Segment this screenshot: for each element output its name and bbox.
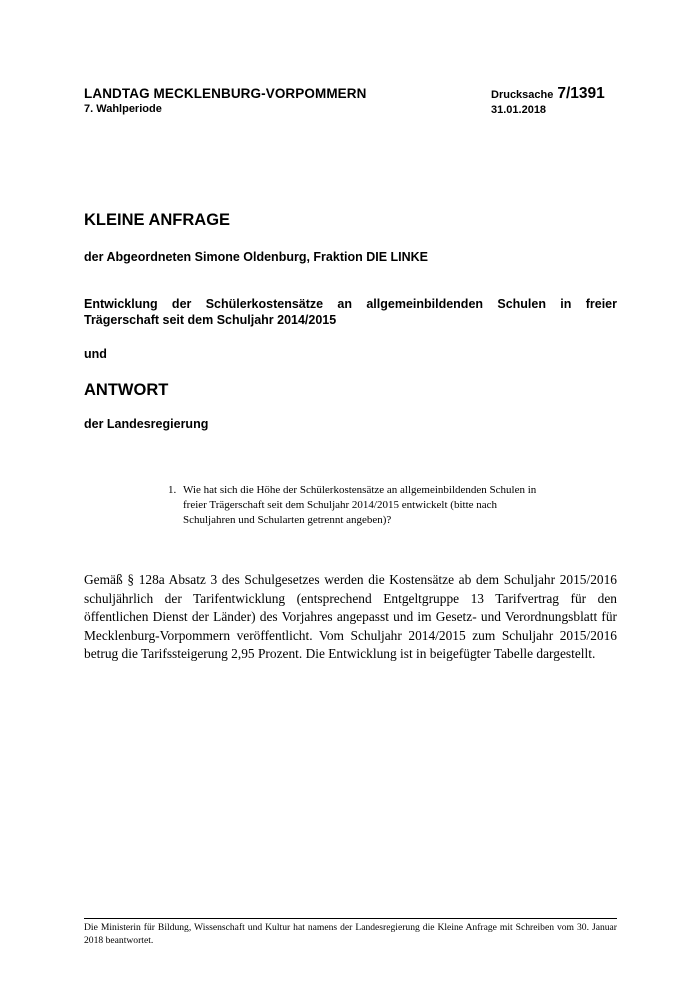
footnote-divider	[84, 918, 617, 919]
answer-heading: ANTWORT	[84, 381, 169, 399]
drucksache-number: 7/1391	[557, 85, 605, 102]
inquiry-author: der Abgeordneten Simone Oldenburg, Fraktion DIE LINKE	[84, 250, 429, 264]
legislative-period: 7. Wahlperiode	[84, 103, 162, 115]
footnote-text: Die Ministerin für Bildung, Wissenschaft und Kultur hat namens der Landesregierung die Kleine Anfrage mit Schreiben vom 30. Januar 2018 beantwortet.	[84, 922, 617, 946]
connector-text: und	[84, 347, 107, 361]
parliament-name: LANDTAG MECKLENBURG-VORPOMMERN	[84, 86, 367, 101]
answer-paragraph: Gemäß § 128a Absatz 3 des Schulgesetzes werden die Kostensätze ab dem Schuljahr 2015/2016 schuljährlich der Tarifentwicklung (entsprechend Entgeltgruppe 13 Tarifvertrag für den öffentlichen Dienst der Länder) des Vorjahres angepasst und im Gesetz- und Verordnungsblatt für Mecklenburg-Vorpommern veröffentlicht. Vom Schuljahr 2014/2015 zum Schuljahr 2015/2016 betrug die Tarifssteigerung 2,95 Prozent. Die Entwicklung ist in beigefügter Tabelle dargestellt.	[84, 572, 617, 661]
document-header-right	[491, 86, 631, 117]
document-date: 31.01.2018	[491, 104, 547, 116]
question-number: 1.	[168, 484, 177, 496]
inquiry-type-heading: KLEINE ANFRAGE	[84, 211, 231, 229]
document-header-left	[84, 86, 464, 116]
drucksache-line	[491, 86, 631, 103]
question-text: Wie hat sich die Höhe der Schülerkostensätze an allgemeinbildenden Schulen in freier Trägerschaft seit dem Schuljahr 2014/2015 entwickelt (bitte nach Schuljahren und Schularten getrennt angeben)?	[183, 484, 537, 526]
drucksache-label: Drucksache	[491, 89, 554, 101]
answer-by: der Landesregierung	[84, 417, 209, 431]
inquiry-topic: Entwicklung der Schülerkostensätze an allgemeinbildenden Schulen in freier Trägerschaft seit dem Schuljahr 2014/2015	[84, 297, 617, 327]
question-1	[168, 483, 548, 528]
